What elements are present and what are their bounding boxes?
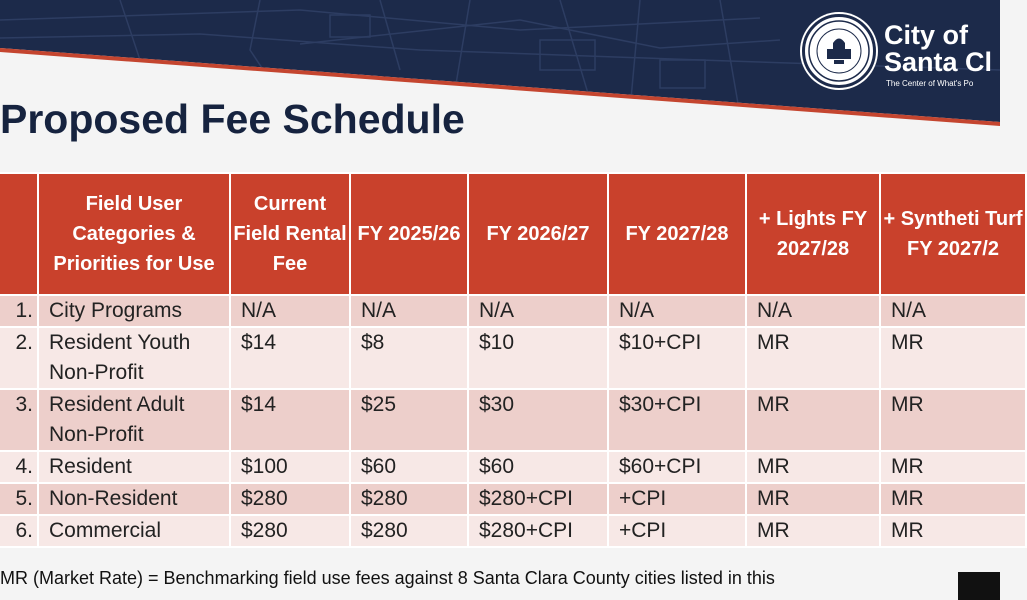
fy-2025-26-cell: $8 (350, 327, 468, 389)
fy-2026-27-cell: $10 (468, 327, 608, 389)
category-cell: Resident (38, 451, 230, 483)
category-cell: Commercial (38, 515, 230, 547)
fy-2026-27-cell: N/A (468, 295, 608, 327)
table-row (0, 483, 1026, 515)
city-name (884, 22, 992, 76)
table-row (0, 515, 1026, 547)
current-fee-cell: $280 (230, 515, 350, 547)
current-fee-cell: $14 (230, 389, 350, 451)
synthetic-turf-cell: MR (880, 389, 1026, 451)
current-fee-cell: $14 (230, 327, 350, 389)
lights-cell: N/A (746, 295, 880, 327)
category-cell: Non-Resident (38, 483, 230, 515)
table-row (0, 295, 1026, 327)
synthetic-turf-cell: MR (880, 327, 1026, 389)
fy-2027-28-cell: +CPI (608, 483, 746, 515)
row-number: 1. (0, 295, 38, 327)
fy-2026-27-cell: $280+CPI (468, 515, 608, 547)
fy-2026-27-cell: $60 (468, 451, 608, 483)
video-overlay-corner (958, 572, 1000, 600)
current-fee-cell: $100 (230, 451, 350, 483)
fy-2027-28-cell: $60+CPI (608, 451, 746, 483)
column-header-current-fee: Current Field Rental Fee (230, 173, 350, 295)
column-header-fy-2026-27: FY 2026/27 (468, 173, 608, 295)
city-tagline: The Center of What's Po (886, 79, 974, 88)
current-fee-cell: $280 (230, 483, 350, 515)
row-number: 2. (0, 327, 38, 389)
lights-cell: MR (746, 515, 880, 547)
row-number: 3. (0, 389, 38, 451)
category-cell: City Programs (38, 295, 230, 327)
column-header-category: Field User Categories & Priorities for Use (38, 173, 230, 295)
synthetic-turf-cell: N/A (880, 295, 1026, 327)
category-cell: Resident Youth Non-Profit (38, 327, 230, 389)
fy-2027-28-cell: N/A (608, 295, 746, 327)
page-title: Proposed Fee Schedule (0, 96, 465, 142)
fy-2025-26-cell: $25 (350, 389, 468, 451)
column-header-lights: + Lights FY 2027/28 (746, 173, 880, 295)
row-number: 5. (0, 483, 38, 515)
column-header-synthetic-turf: + Syntheti Turf FY 2027/2 (880, 173, 1026, 295)
fy-2025-26-cell: N/A (350, 295, 468, 327)
column-header-fy-2025-26: FY 2025/26 (350, 173, 468, 295)
market-rate-footnote: MR (Market Rate) = Benchmarking field use fees against 8 Santa Clara County cities listed in this (0, 568, 775, 588)
fy-2027-28-cell: +CPI (608, 515, 746, 547)
fy-2026-27-cell: $30 (468, 389, 608, 451)
column-header-fy-2027-28: FY 2027/28 (608, 173, 746, 295)
lights-cell: MR (746, 451, 880, 483)
fee-schedule-table (0, 172, 1027, 548)
fy-2027-28-cell: $10+CPI (608, 327, 746, 389)
lights-cell: MR (746, 483, 880, 515)
synthetic-turf-cell: MR (880, 515, 1026, 547)
city-name-line2: Santa Cl (884, 47, 993, 77)
table-row (0, 389, 1026, 451)
category-cell: Resident Adult Non-Profit (38, 389, 230, 451)
lights-cell: MR (746, 389, 880, 451)
fy-2027-28-cell: $30+CPI (608, 389, 746, 451)
fy-2025-26-cell: $280 (350, 515, 468, 547)
current-fee-cell: N/A (230, 295, 350, 327)
fy-2026-27-cell: $280+CPI (468, 483, 608, 515)
city-seal-logo (802, 14, 876, 88)
table-row (0, 451, 1026, 483)
city-name-line1: City of (884, 20, 968, 50)
row-number: 4. (0, 451, 38, 483)
table-header-row (0, 173, 1026, 295)
fy-2025-26-cell: $60 (350, 451, 468, 483)
synthetic-turf-cell: MR (880, 483, 1026, 515)
lights-cell: MR (746, 327, 880, 389)
fy-2025-26-cell: $280 (350, 483, 468, 515)
table-row (0, 327, 1026, 389)
column-header-number (0, 173, 38, 295)
row-number: 6. (0, 515, 38, 547)
synthetic-turf-cell: MR (880, 451, 1026, 483)
